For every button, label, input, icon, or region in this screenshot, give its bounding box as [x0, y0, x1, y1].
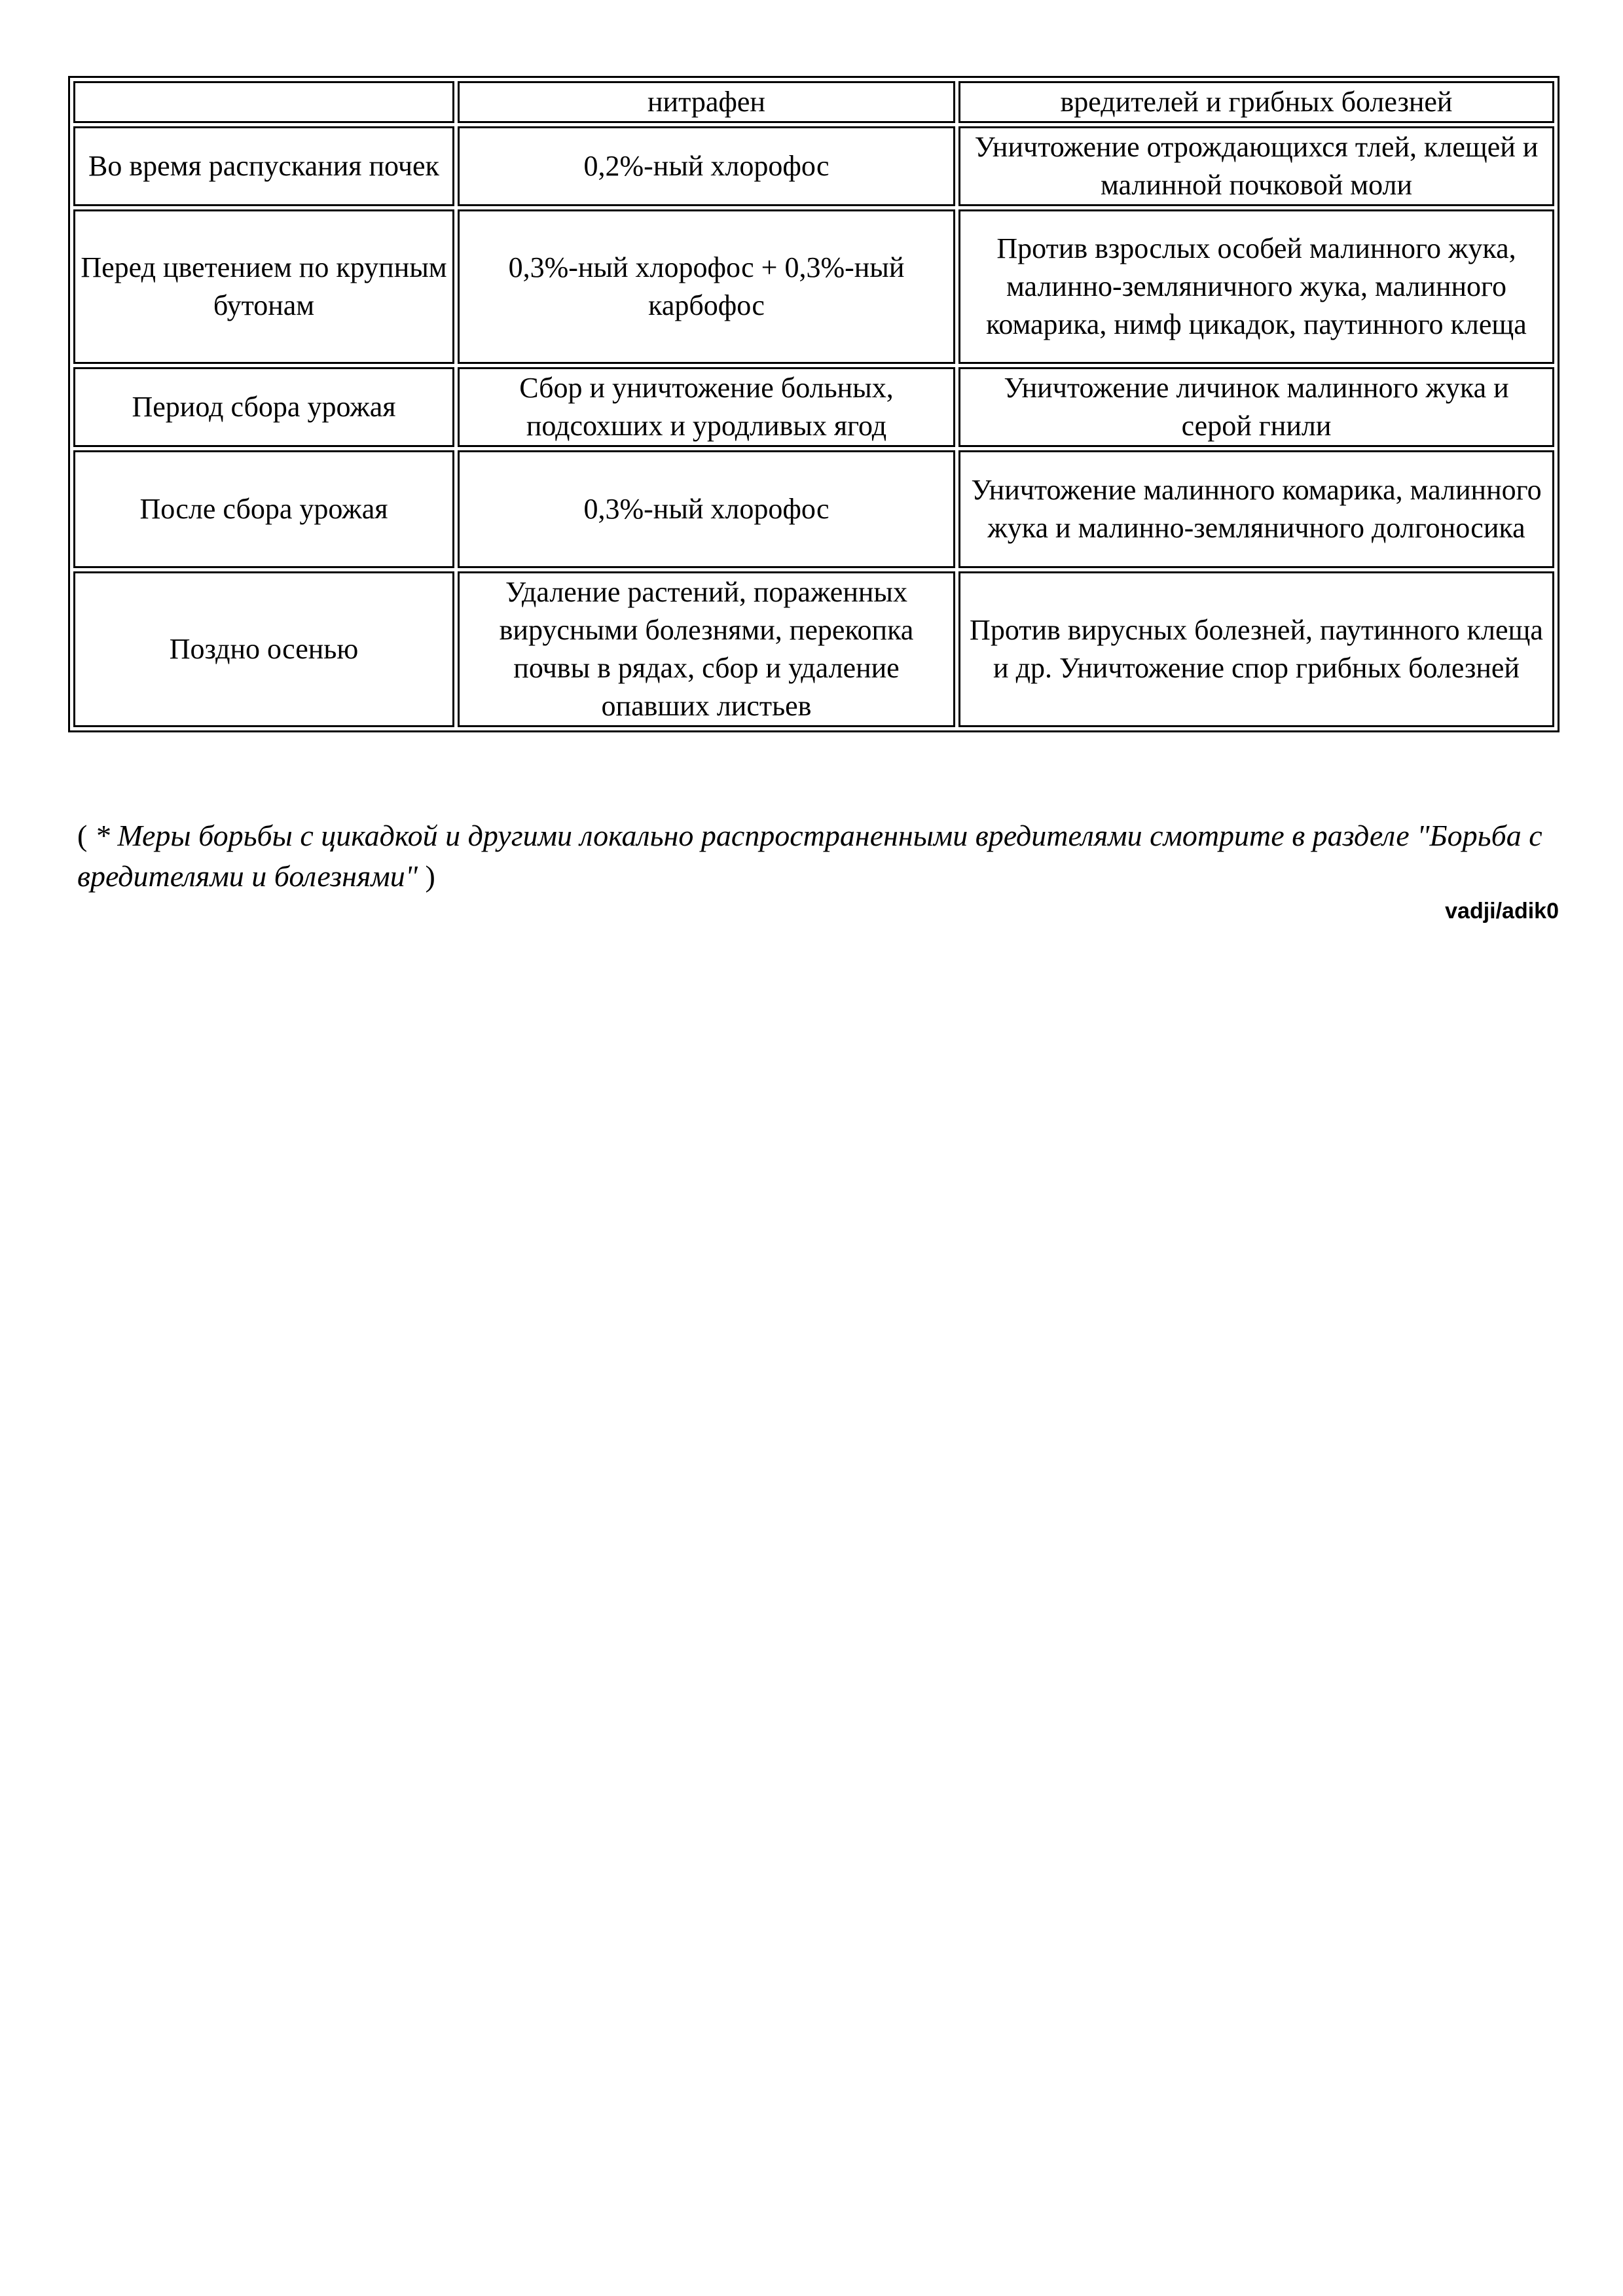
- footnote: [77, 816, 1557, 897]
- footnote-close-paren: ): [418, 859, 435, 893]
- table-row: [73, 126, 1554, 206]
- period-cell: Перед цветением по крупным бутонам: [73, 209, 454, 364]
- treatment-table: [68, 76, 1559, 732]
- measure-cell: 0,3%-ный хлорофос + 0,3%-ный карбофос: [458, 209, 955, 364]
- table-row: [73, 367, 1554, 447]
- purpose-cell: Уничтожение личинок малинного жука и серой гнили: [958, 367, 1554, 447]
- header-cell-period: [73, 81, 454, 123]
- measure-cell: 0,2%-ный хлорофос: [458, 126, 955, 206]
- table-row: [73, 571, 1554, 727]
- measure-cell: Удаление растений, пораженных вирусными болезнями, перекопка почвы в рядах, сбор и удаление опавших листьев: [458, 571, 955, 727]
- period-cell: Поздно осенью: [73, 571, 454, 727]
- footnote-open-paren: (: [77, 819, 95, 852]
- table-row: [73, 209, 1554, 364]
- measure-cell: Сбор и уничтожение больных, подсохших и уродливых ягод: [458, 367, 955, 447]
- period-cell: После сбора урожая: [73, 450, 454, 568]
- purpose-cell: Против вирусных болезней, паутинного клеща и др. Уничтожение спор грибных болезней: [958, 571, 1554, 727]
- measure-cell: 0,3%-ный хлорофос: [458, 450, 955, 568]
- header-cell-measure: нитрафен: [458, 81, 955, 123]
- purpose-cell: Уничтожение отрождающихся тлей, клещей и малинной почковой моли: [958, 126, 1554, 206]
- table-row-header: [73, 81, 1554, 123]
- signature: vadji/adik0: [1445, 899, 1559, 924]
- header-cell-purpose: вредителей и грибных болезней: [958, 81, 1554, 123]
- table-row: [73, 450, 1554, 568]
- footnote-text: * Меры борьбы с цикадкой и другими локально распространенными вредителями смотрите в разделе "Борьба с вредителями и болезнями": [77, 819, 1542, 893]
- period-cell: Период сбора урожая: [73, 367, 454, 447]
- purpose-cell: Уничтожение малинного комарика, малинного жука и малинно-земляничного долгоносика: [958, 450, 1554, 568]
- period-cell: Во время распускания почек: [73, 126, 454, 206]
- purpose-cell: Против взрослых особей малинного жука, малинно-земляничного жука, малинного комарика, нимф цикадок, паутинного клеща: [958, 209, 1554, 364]
